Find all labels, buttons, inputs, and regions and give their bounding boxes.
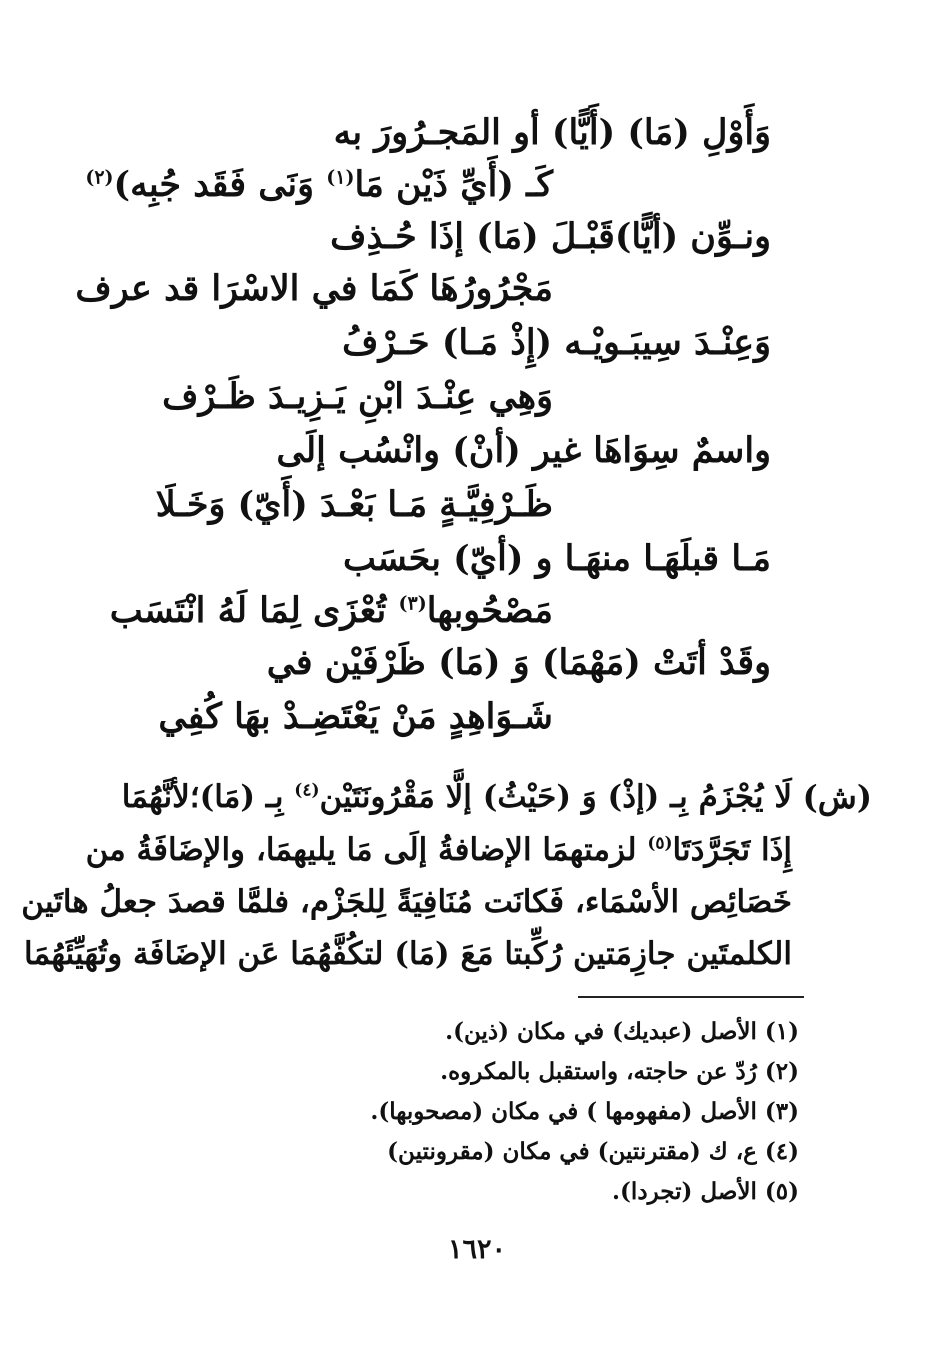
footnote-1: (١) الأصل (عبديك) في مكان (ذين). (445, 1018, 799, 1045)
sharh-line-4 (24, 932, 792, 976)
footnote-ref[interactable]: (٢) (85, 166, 114, 189)
sharh-marker: (ش) (802, 778, 872, 816)
verse-text: تُعْزَى لِمَا لَهُ انْتَسَب (109, 590, 399, 631)
verse-line-7 (276, 428, 771, 474)
verse-text: كَـ (أَيِّ ذَيْن مَا (354, 164, 553, 205)
verse-line-8 (156, 482, 553, 528)
sharh-text: بِـ (مَا)؛لأنَّهُمَا (121, 779, 295, 815)
verse-line-6 (162, 374, 553, 420)
verse-line-3 (330, 214, 771, 260)
footnote-ref[interactable]: (٣) (398, 592, 427, 615)
verse-text: مَصْحُوبها (426, 590, 553, 631)
footnote-3: (٣) الأصل (مفهومها ) في مكان (مصحوبها). (370, 1098, 799, 1125)
verse-text: واسمٌ سِوَاهَا غير (أنْ) وانْسُب إلَى (276, 430, 771, 471)
verse-text: وقَدْ أتَتْ (مَهْمَا) وَ (مَا) ظَرْفَيْن في (266, 642, 771, 683)
verse-text: وَهِي عِنْـدَ ابْنِ يَـزِيـدَ ظَـرْف (162, 376, 553, 417)
verse-line-4 (75, 266, 553, 312)
sharh-line-3 (21, 880, 792, 924)
footnote-5: (٥) الأصل (تجردا). (612, 1178, 799, 1205)
verse-text: وَنَى فَقَد جُبِه) (113, 164, 327, 205)
verse-text: ظَـرْفِيَّـةٍ مَـا بَعْـدَ (أَيّ) وَخَـلَا (155, 484, 553, 525)
footnote-4: (٤) ع، ك (مقترنتين) في مكان (مقرونتين) (387, 1138, 799, 1165)
verse-text: شَـوَاهِدٍ مَنْ يَعْتَضِـدْ بهَا كُفِي (158, 696, 553, 737)
verse-text: مَـا قبلَهَـا منهَـا و (أيّ) بحَسَب (343, 538, 771, 579)
verse-text: ونـوِّن (أيًّا)قَبْـلَ (مَا) إذَا حُـذِف (330, 216, 771, 257)
verse-line-9 (343, 536, 771, 582)
verse-line-12 (158, 694, 553, 740)
footnote-ref[interactable]: (٤) (294, 780, 320, 801)
verse-text: وَأَوْلِ (مَا) (أَيًّا) أو المَجـرُورَ به (333, 112, 771, 153)
footnote-divider (578, 996, 804, 998)
verse-line-10 (110, 588, 553, 634)
sharh-text: الكلمتَين جازِمَتين رُكِّبتا مَعَ (مَا) لتكُفَّهُمَا عَن الإضَافَة وتُهَيِّئَهُمَا (24, 936, 792, 972)
verse-line-11 (267, 640, 771, 686)
verse-text: وَعِنْـدَ سِيبَـويْـه (إِذْ مَـا) حَـرْفُ (342, 322, 771, 363)
sharh-text: إِذَا تَجَرَّدَتَا (672, 832, 792, 868)
footnote-ref[interactable]: (١) (326, 166, 355, 189)
verse-line-5 (342, 320, 771, 366)
sharh-text: خَصَائِص الأسْمَاء، فَكانَت مُنَافِيَةً لِلجَزْم، فلمَّا قصدَ جعلُ هاتَين (21, 884, 792, 920)
sharh-line-1 (121, 775, 792, 819)
verse-text: مَجْرُورُهَا كَمَا في الاسْرَا قد عرف (75, 268, 553, 309)
sharh-text: لزمتهمَا الإضافةُ إلَى مَا يليهمَا، والإضَافَةُ من (85, 832, 648, 868)
sharh-line-2 (85, 828, 792, 872)
page-number: ١٦٢٠ (447, 1234, 506, 1265)
footnote-ref[interactable]: (٥) (647, 833, 673, 854)
footnote-2: (٢) رُدّ عن حاجته، واستقبل بالمكروه. (440, 1058, 799, 1085)
verse-line-1 (334, 110, 771, 156)
sharh-text: لَا يُجْزَمُ بِـ (إذْ) وَ (حَيْثُ) إلَّا مَقْرُونَتَيْن (319, 779, 792, 815)
verse-line-2 (85, 162, 553, 208)
